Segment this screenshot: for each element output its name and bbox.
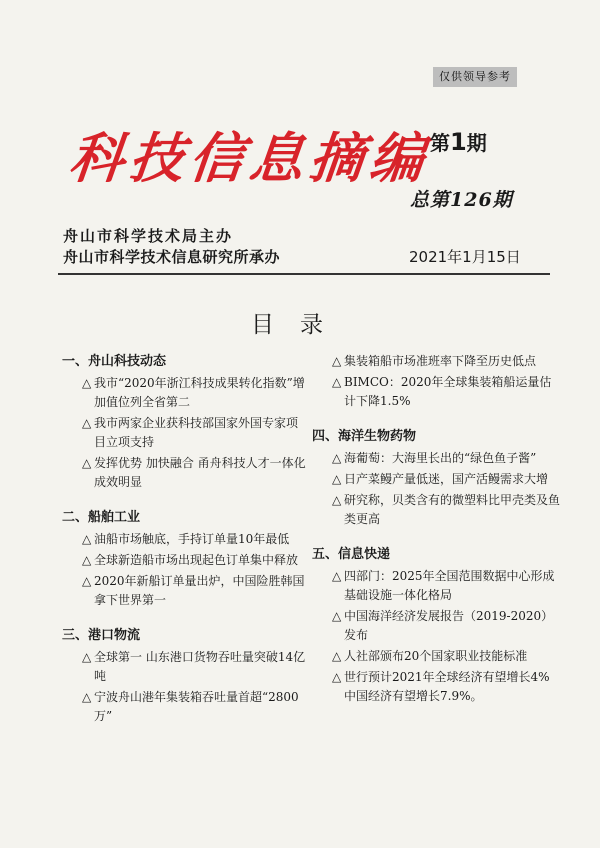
toc-section <box>312 427 562 529</box>
toc-left-column <box>62 352 307 742</box>
total-issue-number: 总第126期 <box>410 189 513 211</box>
toc-item-text: 宁波舟山港年集装箱吞吐量首超“2800万” <box>94 690 299 723</box>
organizer-undertaker: 舟山市科学技术信息研究所承办 <box>63 248 281 266</box>
toc-item <box>62 572 307 610</box>
toc-item-text: 发挥优势 加快融合 甬舟科技人才一体化成效明显 <box>94 456 306 489</box>
triangle-bullet-icon: △ <box>82 416 92 430</box>
triangle-bullet-icon: △ <box>332 375 342 389</box>
publication-date: 2021年1月15日 <box>409 248 521 266</box>
toc-title: 目录 <box>251 312 349 338</box>
publication-title: 科技信息摘编 <box>66 126 433 190</box>
toc-section-heading: 二、船舶工业 <box>62 510 141 525</box>
toc-section-heading: 一、舟山科技动态 <box>62 354 167 369</box>
issue-number <box>430 127 487 156</box>
triangle-bullet-icon: △ <box>332 493 342 507</box>
toc-item <box>62 530 307 549</box>
toc-item-text: 中国海洋经济发展报告（2019-2020）发布 <box>344 609 554 642</box>
toc-item <box>312 491 562 529</box>
toc-item-text: 全球第一 山东港口货物吞吐量突破14亿吨 <box>94 650 306 683</box>
issue-num: 1 <box>450 128 467 156</box>
toc-item <box>62 551 307 570</box>
triangle-bullet-icon: △ <box>82 574 92 588</box>
triangle-bullet-icon: △ <box>332 609 342 623</box>
toc-item-text: 集装箱船市场准班率下降至历史低点 <box>344 354 537 368</box>
triangle-bullet-icon: △ <box>332 569 342 583</box>
triangle-bullet-icon: △ <box>82 456 92 470</box>
toc-section <box>312 352 562 411</box>
toc-item-text: 我市“2020年浙江科技成果转化指数”增加值位列全省第二 <box>94 376 305 409</box>
toc-item <box>62 648 307 686</box>
leaders-only-badge: 仅供领导参考 <box>433 67 517 87</box>
toc-item-text: 全球新造船市场出现起色订单集中释放 <box>94 553 299 567</box>
toc-section-heading: 四、海洋生物药物 <box>312 429 417 444</box>
triangle-bullet-icon: △ <box>332 649 342 663</box>
toc-item <box>312 373 562 411</box>
triangle-bullet-icon: △ <box>332 451 342 465</box>
toc-section <box>62 508 307 610</box>
triangle-bullet-icon: △ <box>332 670 342 684</box>
toc-item <box>62 688 307 726</box>
toc-section-heading: 五、信息快递 <box>312 547 391 562</box>
toc-item-text: 四部门：2025年全国范围数据中心形成基础设施一体化格局 <box>344 569 555 602</box>
toc-section-heading: 三、港口物流 <box>62 628 141 643</box>
toc-item <box>62 414 307 452</box>
toc-item <box>312 607 562 645</box>
organizer-host: 舟山市科学技术局主办 <box>63 227 234 245</box>
toc-item-text: 人社部颁布20个国家职业技能标准 <box>344 649 528 663</box>
triangle-bullet-icon: △ <box>82 376 92 390</box>
triangle-bullet-icon: △ <box>332 354 342 368</box>
triangle-bullet-icon: △ <box>82 690 92 704</box>
issue-prefix: 第 <box>430 131 450 155</box>
toc-item <box>62 454 307 492</box>
toc-item-text: 海葡萄：大海里长出的“绿色鱼子酱” <box>344 451 537 465</box>
triangle-bullet-icon: △ <box>82 532 92 546</box>
toc-item <box>312 647 562 666</box>
toc-item-text: 我市两家企业获科技部国家外国专家项目立项支持 <box>94 416 299 449</box>
toc-right-column <box>312 352 562 722</box>
toc-item <box>312 352 562 371</box>
toc-section <box>62 352 307 492</box>
toc-item <box>312 668 562 706</box>
toc-item <box>312 449 562 468</box>
toc-item-text: BIMCO：2020年全球集装箱船运量估计下降1.5% <box>344 375 552 408</box>
issue-suffix: 期 <box>466 131 487 155</box>
header-divider <box>58 273 550 275</box>
toc-item <box>62 374 307 412</box>
toc-item-text: 2020年新船订单量出炉，中国险胜韩国拿下世界第一 <box>94 574 305 607</box>
toc-item <box>312 567 562 605</box>
toc-item-text: 研究称，贝类含有的微塑料比甲壳类及鱼类更高 <box>344 493 561 526</box>
toc-item-text: 日产菜鳗产量低迷，国产活鳗需求大增 <box>344 472 549 486</box>
triangle-bullet-icon: △ <box>82 553 92 567</box>
triangle-bullet-icon: △ <box>332 472 342 486</box>
toc-item-text: 世行预计2021年全球经济有望增长4% 中国经济有望增长7.9%。 <box>344 670 550 703</box>
toc-item <box>312 470 562 489</box>
toc-item-text: 油船市场触底，手持订单量10年最低 <box>94 532 290 546</box>
toc-section <box>62 626 307 726</box>
triangle-bullet-icon: △ <box>82 650 92 664</box>
toc-section <box>312 545 562 706</box>
